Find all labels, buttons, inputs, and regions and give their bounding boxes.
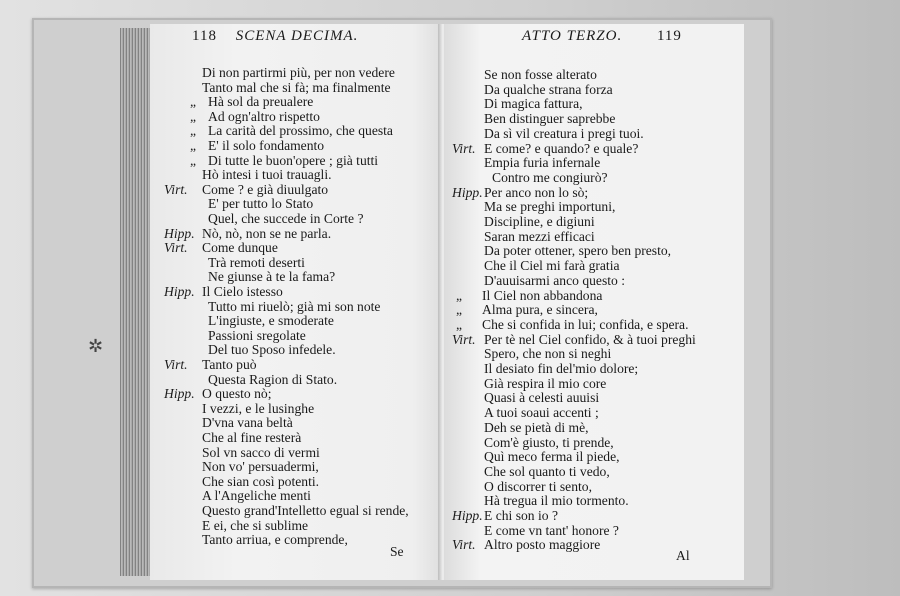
verse-text: Tanto può — [202, 357, 257, 372]
verse-text: Spero, che non si neghi — [484, 346, 612, 362]
verse-text: Quasi à celesti auuisi — [484, 390, 600, 406]
verse-text: Questa Ragion di Stato. — [208, 371, 338, 387]
verse-text: Discipline, e digiuni — [484, 214, 595, 229]
verse-text: Nò, nò, non se ne parla. — [202, 225, 332, 241]
verse-text: Il Ciel non abbandona — [482, 287, 603, 303]
verse-text: Alma pura, e sincera, — [482, 302, 598, 318]
left-catchword: Se — [390, 544, 404, 559]
verse-text: Già respira il mio core — [484, 375, 607, 391]
verse-text: Ma se preghi importuni, — [484, 199, 616, 215]
verse-text: Passioni sregolate — [208, 327, 306, 343]
verse-text: Come dunque — [202, 240, 278, 256]
right-running-head: ATTO TERZO. — [522, 28, 623, 44]
verse-text: Che al fine resterà — [202, 430, 302, 445]
sententia-quote-mark: „ — [190, 138, 197, 153]
verse-text: E come vn tant' honore ? — [484, 522, 619, 538]
verse-text: A tuoi soaui accenti ; — [484, 405, 599, 421]
verse-text: Quì meco ferma il piede, — [484, 449, 620, 465]
verse-text: Quel, che succede in Corte ? — [208, 211, 364, 226]
speaker-label: Virt. — [452, 140, 476, 156]
verse-text: Di tutte le buon'opere ; già tutti — [208, 152, 379, 168]
verse-text: Di non partirmi più, per non vedere — [202, 65, 395, 80]
verse-text: Del tuo Sposo infedele. — [208, 342, 336, 358]
verse-text: E come? e quando? e quale? — [484, 140, 639, 156]
verse-text: Trà remoti deserti — [208, 254, 305, 270]
sententia-quote-mark: „ — [190, 123, 197, 139]
verse-text: Se non fosse alterato — [484, 67, 597, 82]
speaker-label: Hipp. — [452, 508, 483, 523]
speaker-label: Virt. — [452, 331, 476, 347]
verse-text: Da poter ottener, spero ben presto, — [484, 243, 672, 259]
verse-text: E ei, che si sublime — [202, 517, 309, 533]
verse-text: D'vna vana beltà — [202, 415, 293, 431]
right-catchword: Al — [676, 548, 690, 563]
speaker-label: Hipp. — [164, 284, 195, 299]
speaker-label: Hipp. — [164, 386, 195, 402]
sententia-quote-mark: „ — [456, 287, 463, 303]
left-page — [150, 24, 442, 580]
verse-text: Di magica fattura, — [484, 96, 583, 112]
verse-text: Ad ogn'altro rispetto — [208, 108, 320, 124]
sententia-quote-mark: „ — [456, 316, 463, 332]
left-header — [192, 28, 358, 45]
verse-text: Sol vn sacco di vermi — [202, 444, 320, 460]
verse-text: E' il solo fondamento — [208, 138, 325, 153]
speaker-label: Virt. — [452, 537, 476, 553]
verse-text: Hà sol da preualere — [208, 94, 314, 110]
sententia-quote-mark: „ — [190, 108, 197, 124]
right-page-number: 119 — [656, 28, 682, 44]
verse-text: Per tè nel Ciel confido, & à tuoi preghi — [484, 331, 696, 347]
sententia-quote-mark: „ — [456, 302, 463, 318]
verse-text: Il Cielo istesso — [202, 284, 283, 299]
sententia-quote-mark: „ — [190, 94, 197, 110]
verse-text: Che sol quanto ti vedo, — [484, 463, 610, 479]
verse-text: Empia furia infernale — [484, 155, 601, 171]
verse-text: Da sì vil creatura i pregi tuoi. — [484, 125, 644, 141]
ink-stain-icon: ✲ — [88, 336, 104, 356]
verse-text: Ne giunse à te la fama? — [208, 269, 336, 285]
verse-text: E chi son io ? — [484, 508, 558, 523]
verse-text: Questo grand'Intelletto egual si rende, — [202, 503, 409, 518]
verse-text: La carità del prossimo, che questa — [208, 123, 393, 139]
verse-text: Il desiato fin del'mio dolore; — [484, 361, 639, 376]
verse-text: A l'Angeliche menti — [202, 488, 311, 504]
verse-text: Da qualche strana forza — [484, 81, 613, 97]
verse-text: Hò intesi i tuoi trauagli. — [202, 167, 332, 183]
verse-text: Che si confida in lui; confida, e spera. — [482, 316, 689, 332]
sententia-quote-mark: „ — [190, 152, 197, 168]
verse-text: Tanto mal che si fà; ma finalmente — [202, 79, 391, 95]
verse-text: Com'è giusto, ti prende, — [484, 434, 614, 450]
verse-text: D'auuisarmi anco questo : — [484, 272, 625, 288]
speaker-label: Hipp. — [164, 225, 195, 241]
speaker-label: Hipp. — [452, 184, 483, 200]
verse-text: Non vo' persuadermi, — [202, 459, 319, 475]
left-running-head: SCENA DECIMA. — [235, 28, 359, 44]
verse-text: Altro posto maggiore — [484, 537, 601, 553]
verse-text: O questo nò; — [202, 386, 272, 402]
verse-text: Hà tregua il mio tormento. — [484, 493, 629, 509]
verse-text: Come ? e già diuulgato — [202, 181, 329, 197]
right-header — [522, 28, 682, 45]
verse-text: O discorrer ti sento, — [484, 478, 592, 494]
verse-text: E' per tutto lo Stato — [208, 196, 314, 212]
page-edges — [120, 28, 150, 576]
speaker-label: Virt. — [164, 357, 188, 372]
verse-text: Per anco non lo sò; — [484, 184, 589, 200]
verse-text: Saran mezzi efficaci — [484, 228, 595, 244]
speaker-label: Virt. — [164, 181, 188, 197]
verse-line — [444, 536, 742, 553]
speaker-label: Virt. — [164, 240, 188, 256]
verse-text: Che il Ciel mi farà gratia — [484, 258, 620, 274]
verse-text: Tanto arriua, e comprende, — [202, 532, 348, 548]
left-page-number: 118 — [192, 28, 217, 44]
verse-text: I vezzi, e le lusinghe — [202, 400, 315, 416]
verse-text: Tutto mi riuelò; già mi son note — [208, 298, 381, 314]
verse-text: Deh se pietà di mè, — [484, 419, 589, 435]
verse-text: Che sian così potenti. — [202, 473, 320, 489]
verse-text: Contro me congiurò? — [492, 169, 608, 185]
verse-text: Ben distinguer saprebbe — [484, 111, 616, 127]
verse-text: L'ingiuste, e smoderate — [208, 313, 334, 329]
right-page — [444, 24, 744, 580]
